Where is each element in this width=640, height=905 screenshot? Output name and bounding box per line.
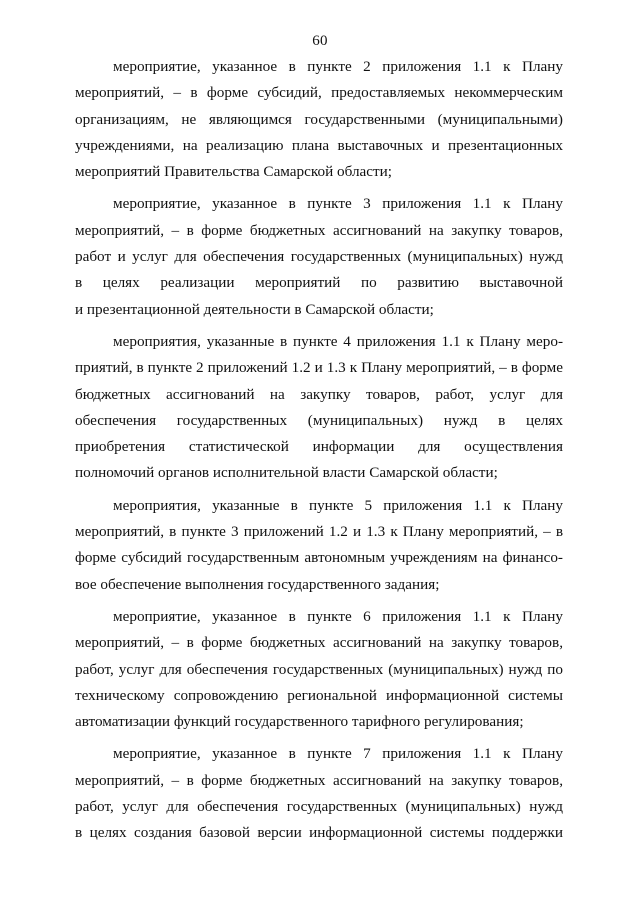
paragraph xyxy=(75,329,563,487)
paragraph-line: техническому сопровождению региональной информационной системы xyxy=(75,686,563,704)
page-number: 60 xyxy=(312,33,328,49)
paragraph-line: форме субсидий государственным автономным учреждениям на финансо- xyxy=(75,549,563,567)
paragraph-line: мероприятий Правительства Самарской области; xyxy=(75,163,393,181)
paragraph-line: мероприятие, указанное в пункте 6 приложения 1.1 к Плану xyxy=(113,607,563,625)
paragraph xyxy=(75,493,563,598)
paragraph-line: полномочий органов исполнительной власти Самарской области; xyxy=(75,464,498,482)
paragraph-line: мероприятия, указанные в пункте 4 приложения 1.1 к Плану меро- xyxy=(113,332,563,350)
paragraph-line: работ, услуг для обеспечения государственных (муниципальных) нужд по xyxy=(75,660,563,678)
paragraph xyxy=(75,604,563,735)
paragraph-line: мероприятий, – в форме бюджетных ассигнований на закупку товаров, xyxy=(75,221,563,239)
paragraph-line: организациям, не являющимся государственными (муниципальными) xyxy=(75,110,563,128)
paragraph xyxy=(75,191,563,322)
paragraph-line: мероприятий, – в форме бюджетных ассигнований на закупку товаров, xyxy=(75,771,563,789)
paragraph-line: работ и услуг для обеспечения государственных (муниципальных) нужд xyxy=(75,248,563,266)
paragraph-line: работ, услуг для обеспечения государственных (муниципальных) нужд xyxy=(75,798,563,816)
paragraph-line: обеспечения государственных (муниципальных) нужд в целях xyxy=(75,411,563,429)
paragraph-line: автоматизации функций государственного тарифного регулирования; xyxy=(75,713,524,731)
paragraph-line: учреждениями, на реализацию плана выставочных и презентационных xyxy=(75,136,563,154)
paragraph-line: бюджетных ассигнований на закупку товаров, работ, услуг для xyxy=(75,385,563,403)
paragraph-line: мероприятий, в пункте 3 приложений 1.2 и 1.3 к Плану мероприятий, – в xyxy=(75,523,563,541)
paragraph-line: мероприятий, – в форме субсидий, предоставляемых некоммерческим xyxy=(75,84,563,102)
paragraph-line: мероприятий, – в форме бюджетных ассигнований на закупку товаров, xyxy=(75,634,563,652)
paragraph xyxy=(75,741,563,846)
paragraph-line: и презентационной деятельности в Самарской области; xyxy=(75,300,434,318)
paragraph-line: в целях реализации мероприятий по развитию выставочной xyxy=(75,274,563,292)
paragraph-line: мероприятие, указанное в пункте 3 приложения 1.1 к Плану xyxy=(113,195,563,213)
paragraph-line: приятий, в пункте 2 приложений 1.2 и 1.3 к Плану мероприятий, – в форме xyxy=(75,359,563,377)
paragraph-line: мероприятие, указанное в пункте 2 приложения 1.1 к Плану xyxy=(113,58,563,75)
paragraph-line: в целях создания базовой версии информационной системы поддержки xyxy=(75,824,563,842)
paragraph-line: вое обеспечение выполнения государственного задания; xyxy=(75,575,440,593)
paragraph-line: мероприятия, указанные в пункте 5 приложения 1.1 к Плану xyxy=(113,496,563,514)
document-body xyxy=(75,54,563,853)
paragraph-line: мероприятие, указанное в пункте 7 приложения 1.1 к Плану xyxy=(113,745,563,763)
paragraph-line: приобретения статистической информации для осуществления xyxy=(75,438,563,456)
paragraph xyxy=(75,54,563,185)
